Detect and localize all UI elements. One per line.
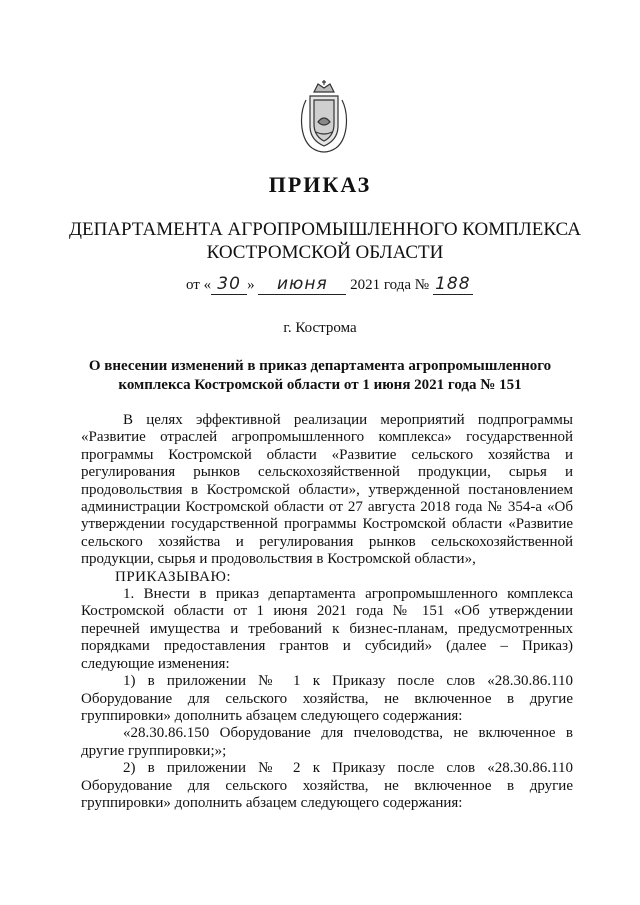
year-and-number-label: 2021 года № [350,277,430,293]
subitem-1-paragraph: 1) в приложении № 1 к Приказу после слов «28.30.86.110 Оборудование для сельского хозяйства, не включенное в другие группировки» дополнить абзацем следующего содержания: [81,673,573,724]
date-and-number-line [186,274,473,295]
handwritten-order-number: 188 [433,274,473,295]
preamble-paragraph: В целях эффективной реализации мероприятий подпрограммы «Развитие отраслей агропромышленного комплекса» государственной программы Костромской области «Развитие сельского хозяйства и регулирования рынков сельскохозяйственной продукции, сырья и продовольствия в Костромской области», утвержденной постановлением администрации Костромской области от 27 августа 2018 года № 354-а «Об утверждении государственной программы Костромской области «Развитие сельского хозяйства и регулирования рынков сельскохозяйственной продукции, сырья и продовольствия в Костромской области», [81,412,573,568]
department-line-2: КОСТРОМСКОЙ ОБЛАСТИ [206,242,444,263]
inserted-code-paragraph: «28.30.86.150 Оборудование для пчеловодства, не включенное в другие группировки;»; [81,725,573,759]
coat-of-arms-emblem [294,78,354,158]
date-prefix: от « [186,277,212,293]
order-keyword: ПРИКАЗЫВАЮ: [115,568,232,585]
city-name: г. Кострома [283,320,357,336]
document-title: ПРИКАЗ [268,172,372,197]
document-subject [80,357,560,395]
subitem-2-paragraph: 2) в приложении № 2 к Приказу после слов «28.30.86.110 Оборудование для сельского хозяйства, не включенное в другие группировки» дополнить абзацем следующего содержания: [81,760,573,811]
department-line-1: ДЕПАРТАМЕНТА АГРОПРОМЫШЛЕННОГО КОМПЛЕКСА [69,219,581,240]
item-1-paragraph: 1. Внести в приказ департамента агропромышленного комплекса Костромской области от 1 июня 2021 года № 151 «Об утверждении перечней имущества и требований к бизнес-планам, предусмотренных порядками предоставления грантов и субсидий» (далее – Приказ) следующие изменения: [81,586,573,672]
document-body [81,412,573,812]
handwritten-month: июня [258,274,346,295]
issuing-department [60,218,590,264]
subject-line-2: комплекса Костромской области от 1 июня 2021 года № 151 [118,377,522,393]
subject-line-1: О внесении изменений в приказ департамента агропромышленного [88,358,552,374]
date-quote-close: » [247,277,255,293]
handwritten-day: 30 [211,274,247,295]
